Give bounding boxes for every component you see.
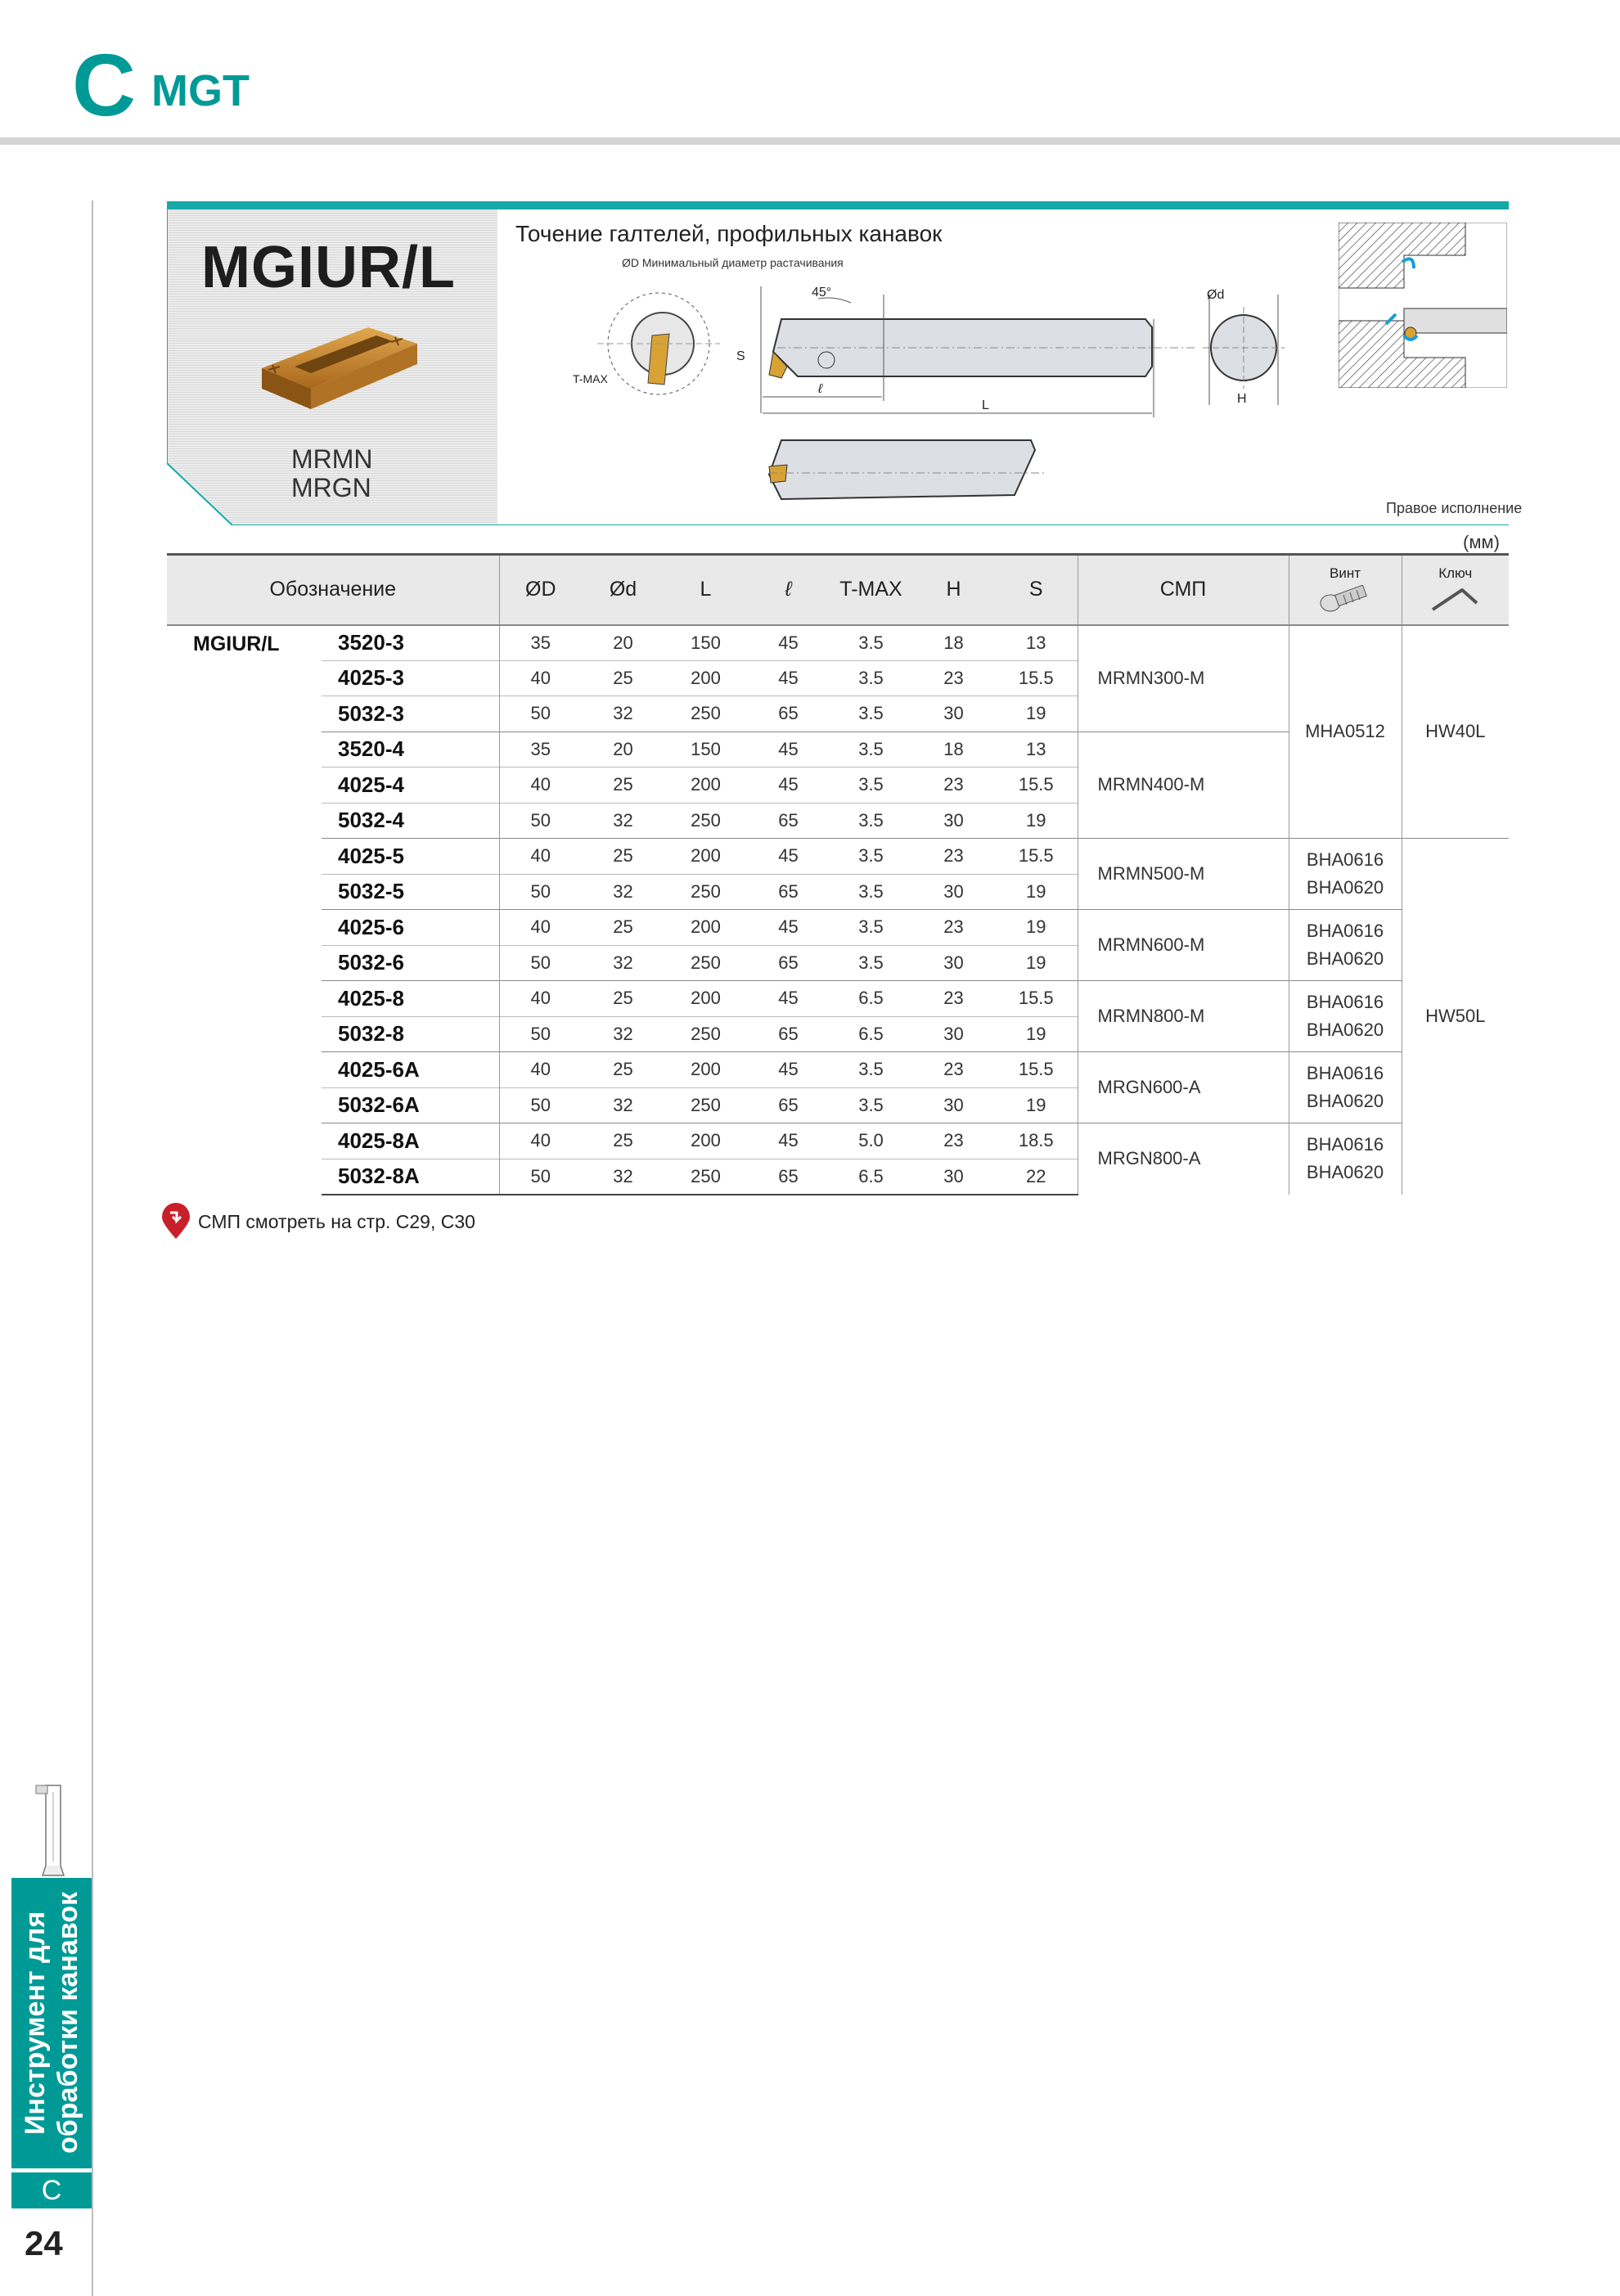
product-name: MGIUR/L [201, 235, 456, 300]
cell-od: 40 [499, 1123, 582, 1159]
cell-s: 13 [995, 732, 1078, 768]
product-code: 5032-6 [322, 945, 499, 981]
cell-tmax: 3.5 [830, 660, 912, 696]
screw-code: BHA0616 BHA0620 [1289, 1123, 1402, 1195]
product-code: 4025-6A [322, 1052, 499, 1088]
page-number: 24 [25, 2224, 63, 2262]
cell-h: 30 [912, 945, 995, 981]
cell-od: 40 [499, 768, 582, 804]
cell-l-small: 65 [747, 1087, 830, 1123]
cell-length: 250 [664, 696, 747, 732]
cell-s: 19 [995, 803, 1078, 839]
col-od: ØD [499, 555, 582, 625]
col-tmax: T-MAX [830, 555, 912, 625]
cell-tmax: 3.5 [830, 1052, 912, 1088]
cell-h: 30 [912, 1087, 995, 1123]
cell-d: 32 [582, 874, 664, 910]
cell-h: 30 [912, 803, 995, 839]
insert-code: MRMN600-M [1078, 910, 1289, 981]
insert-code: MRGN600-A [1078, 1052, 1289, 1123]
insert-type-mrmn: MRMN [291, 444, 373, 474]
cell-s: 19 [995, 874, 1078, 910]
category-letter: C [11, 2172, 92, 2208]
screw-code: BHA0616 BHA0620 [1289, 981, 1402, 1052]
cell-l-small: 45 [747, 768, 830, 804]
cell-tmax: 3.5 [830, 732, 912, 768]
angle-label: 45° [812, 286, 832, 299]
cell-h: 23 [912, 981, 995, 1017]
cell-od: 50 [499, 803, 582, 839]
cell-length: 250 [664, 1087, 747, 1123]
reference-note: СМП смотреть на стр. C29, C30 [198, 1211, 475, 1232]
cell-od: 50 [499, 874, 582, 910]
cell-od: 50 [499, 696, 582, 732]
l-small-label: ℓ [818, 382, 823, 396]
product-code: 5032-5 [322, 874, 499, 910]
product-code: 5032-3 [322, 696, 499, 732]
table-row [167, 625, 1509, 661]
key-code: HW50L [1402, 839, 1509, 1195]
cell-h: 23 [912, 839, 995, 875]
cell-l-small: 45 [747, 660, 830, 696]
cell-d: 25 [582, 660, 664, 696]
cell-s: 15.5 [995, 768, 1078, 804]
cell-l-small: 45 [778, 632, 799, 653]
cell-s: 13 [1026, 632, 1046, 653]
application-inset [1339, 223, 1507, 388]
cell-od: 50 [499, 945, 582, 981]
cell-tmax: 5.0 [830, 1123, 912, 1159]
cell-l-small: 45 [747, 1052, 830, 1088]
cell-tmax: 3.5 [830, 839, 912, 875]
cell-l-small: 65 [747, 696, 830, 732]
cell-l-small: 65 [747, 1159, 830, 1195]
cell-l-small: 45 [747, 732, 830, 768]
cell-s: 15.5 [995, 981, 1078, 1017]
category-label: Инструмент для обработки канавок [20, 1892, 83, 2154]
cell-tmax: 6.5 [830, 1159, 912, 1195]
col-screw [1289, 555, 1402, 625]
product-code: 4025-6 [322, 910, 499, 946]
cell-tmax: 3.5 [858, 632, 884, 653]
cell-d: 20 [613, 632, 633, 653]
tool-drawing [573, 262, 1309, 515]
cell-l-small: 65 [747, 1016, 830, 1052]
cell-length: 200 [664, 981, 747, 1017]
reference-arrow-icon [160, 1203, 191, 1240]
product-code: 3520-4 [322, 732, 499, 768]
diagram-note: ØD Минимальный диаметр растачивания [622, 256, 844, 269]
cell-od: 40 [499, 839, 582, 875]
cell-tmax: 3.5 [830, 945, 912, 981]
section-title: MGT [151, 66, 250, 115]
col-length: L [664, 555, 747, 625]
product-code: 5032-4 [322, 803, 499, 839]
cell-length: 250 [664, 1159, 747, 1195]
cell-tmax: 3.5 [830, 696, 912, 732]
table-header-row [167, 555, 1509, 625]
cell-s: 19 [995, 1016, 1078, 1052]
col-smp: СМП [1078, 555, 1289, 625]
product-code: 4025-5 [322, 839, 499, 875]
cell-length: 250 [664, 945, 747, 981]
screw-code: BHA0616 BHA0620 [1289, 910, 1402, 981]
screw-label: Винт [1329, 565, 1361, 581]
cell-d: 32 [582, 803, 664, 839]
cell-d: 32 [582, 945, 664, 981]
cell-s: 15.5 [995, 660, 1078, 696]
cell-h: 23 [912, 910, 995, 946]
cell-s: 19 [995, 945, 1078, 981]
series-name: MGIUR/L [193, 632, 280, 655]
col-designation: Обозначение [167, 555, 499, 625]
cell-l-small: 45 [747, 839, 830, 875]
cell-tmax: 3.5 [830, 910, 912, 946]
table-row [167, 1123, 1509, 1159]
cell-h: 18 [912, 732, 995, 768]
t-max-label: T-MAX [573, 372, 608, 385]
insert-image [245, 311, 434, 417]
cell-length: 250 [664, 874, 747, 910]
screw-code: BHA0616 BHA0620 [1289, 839, 1402, 910]
cell-length: 150 [664, 732, 747, 768]
cell-s: 22 [995, 1159, 1078, 1195]
insert-type-mrgn: MRGN [291, 473, 371, 502]
cell-l-small: 65 [747, 874, 830, 910]
cell-s: 19 [995, 1087, 1078, 1123]
cell-h: 30 [912, 1016, 995, 1052]
cell-h: 30 [912, 874, 995, 910]
cell-d: 32 [582, 1159, 664, 1195]
product-code: 5032-8A [322, 1159, 499, 1195]
cell-l-small: 45 [747, 1123, 830, 1159]
cell-length: 150 [691, 632, 721, 653]
orientation-note: Правое исполнение [1386, 500, 1523, 516]
cell-h: 23 [912, 1052, 995, 1088]
cell-h: 18 [943, 632, 964, 653]
screw-code: BHA0616 BHA0620 [1289, 1052, 1402, 1123]
key-code: HW40L [1402, 625, 1509, 839]
cell-d: 25 [582, 910, 664, 946]
product-code: 4025-3 [322, 660, 499, 696]
cell-od: 50 [499, 1016, 582, 1052]
cell-l-small: 45 [747, 981, 830, 1017]
cell-l-small: 65 [747, 945, 830, 981]
key-label: Ключ [1438, 565, 1473, 581]
cell-tmax: 6.5 [830, 981, 912, 1017]
insert-code: MRMN400-M [1078, 732, 1289, 839]
cell-s: 18.5 [995, 1123, 1078, 1159]
cell-l-small: 65 [747, 803, 830, 839]
application-title: Точение галтелей, профильных канавок [515, 221, 943, 246]
spec-table [167, 553, 1509, 1195]
screw-icon [1319, 585, 1371, 615]
h-label: H [1237, 392, 1247, 406]
col-d: Ød [582, 555, 664, 625]
cell-d: 25 [582, 839, 664, 875]
cell-tmax: 3.5 [830, 1087, 912, 1123]
cell-d: 20 [582, 732, 664, 768]
table-row [167, 1052, 1509, 1088]
cell-od: 40 [499, 981, 582, 1017]
l-label: L [982, 398, 989, 412]
cell-od: 35 [499, 732, 582, 768]
insert-code: MRMN500-M [1078, 839, 1289, 910]
cell-length: 200 [664, 839, 747, 875]
cell-tmax: 6.5 [830, 1016, 912, 1052]
cell-length: 250 [664, 803, 747, 839]
cell-h: 23 [912, 768, 995, 804]
insert-code: MRGN800-A [1078, 1123, 1289, 1195]
col-h: H [912, 555, 995, 625]
product-code: 4025-4 [322, 768, 499, 804]
cell-length: 200 [664, 768, 747, 804]
s-label: S [736, 349, 745, 363]
cell-h: 30 [912, 696, 995, 732]
cell-d: 32 [582, 696, 664, 732]
cell-od: 50 [499, 1159, 582, 1195]
cell-od: 50 [499, 1087, 582, 1123]
cell-d: 32 [582, 1016, 664, 1052]
table-row [167, 981, 1509, 1017]
cell-d: 25 [582, 768, 664, 804]
product-header-bar [167, 201, 1509, 209]
d-dim-label: Ød [1207, 288, 1225, 302]
cell-s: 19 [995, 696, 1078, 732]
cell-s: 15.5 [995, 839, 1078, 875]
cell-length: 200 [664, 1052, 747, 1088]
sidebar-divider-lower [92, 1784, 93, 2296]
cell-h: 23 [912, 660, 995, 696]
cell-d: 25 [582, 981, 664, 1017]
section-letter: C [72, 35, 136, 134]
cell-length: 200 [664, 660, 747, 696]
screw-code: MHA0512 [1289, 625, 1402, 839]
cell-od: 40 [499, 660, 582, 696]
cell-tmax: 3.5 [830, 874, 912, 910]
header-rule [0, 137, 1620, 145]
cell-tmax: 3.5 [830, 768, 912, 804]
cell-s: 19 [995, 910, 1078, 946]
cell-d: 25 [582, 1052, 664, 1088]
boring-bar-icon [34, 1784, 72, 1882]
hex-key-icon [1429, 585, 1482, 615]
cell-length: 200 [664, 910, 747, 946]
table-row [167, 839, 1509, 875]
cell-d: 25 [582, 1123, 664, 1159]
cell-s: 15.5 [995, 1052, 1078, 1088]
cell-h: 30 [912, 1159, 995, 1195]
col-l-small: ℓ [747, 555, 830, 625]
product-code: 3520-3 [338, 630, 404, 655]
product-code: 4025-8A [322, 1123, 499, 1159]
unit-label: (мм) [1463, 532, 1500, 552]
col-key [1402, 555, 1509, 625]
cell-length: 250 [664, 1016, 747, 1052]
col-s: S [995, 555, 1078, 625]
cell-tmax: 3.5 [830, 803, 912, 839]
cell-od: 35 [499, 625, 582, 661]
insert-code: MRMN300-M [1078, 625, 1289, 732]
table-row [167, 910, 1509, 946]
sidebar-divider [92, 200, 93, 1784]
cell-length: 200 [664, 1123, 747, 1159]
cell-h: 23 [912, 1123, 995, 1159]
product-code: 5032-6A [322, 1087, 499, 1123]
product-code: 4025-8 [322, 981, 499, 1017]
product-code: 5032-8 [322, 1016, 499, 1052]
insert-code: MRMN800-M [1078, 981, 1289, 1052]
cell-od: 40 [499, 910, 582, 946]
cell-d: 32 [582, 1087, 664, 1123]
cell-l-small: 45 [747, 910, 830, 946]
cell-od: 40 [499, 1052, 582, 1088]
